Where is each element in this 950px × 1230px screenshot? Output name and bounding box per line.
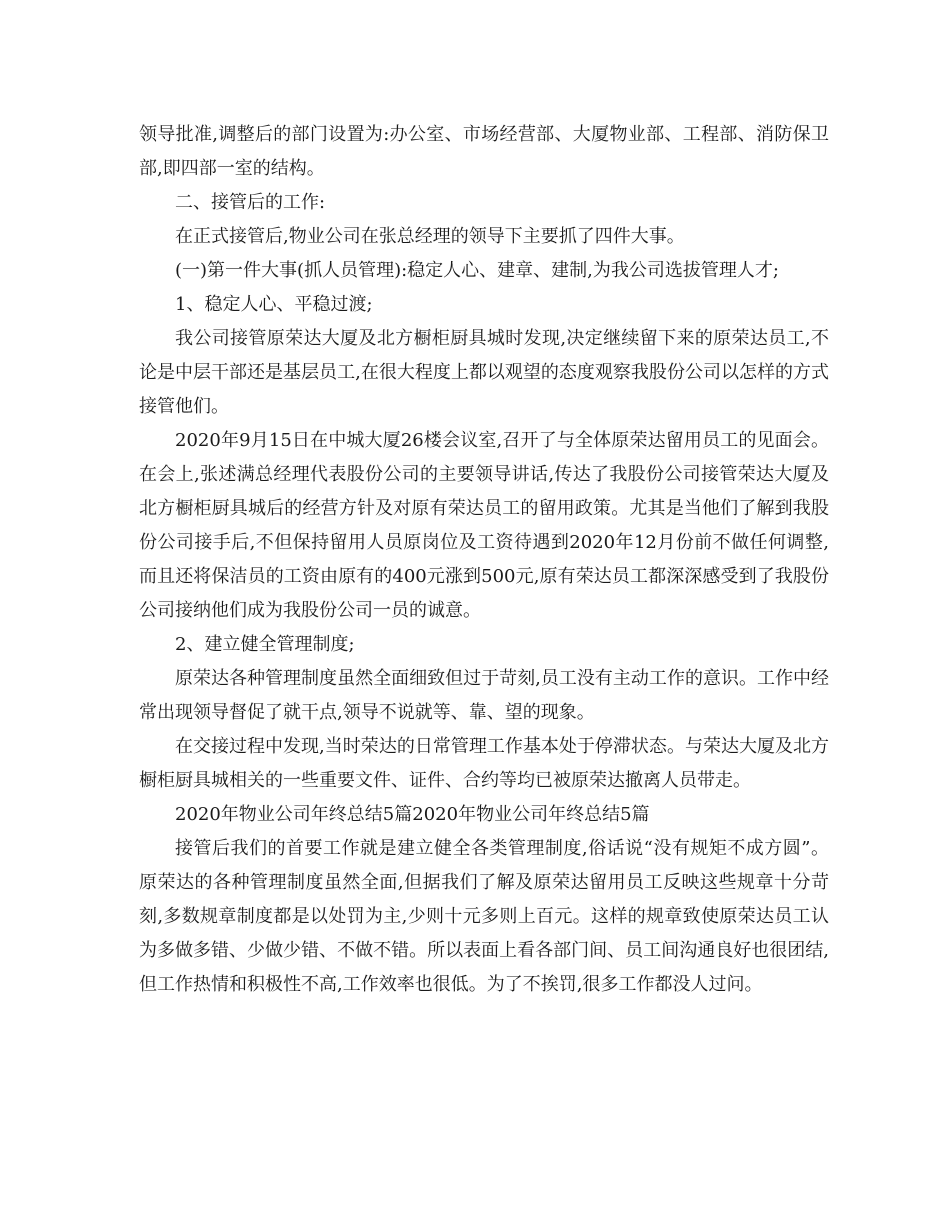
paragraph-repeated-title: 2020年物业公司年终总结5篇2020年物业公司年终总结5篇 bbox=[175, 804, 650, 825]
paragraph-old-rules: 原荣达各种管理制度虽然全面细致但过于苛刻,员工没有主动工作的意识。工作中经常出现领导督促了就干点,领导不说就等、靠、望的现象。 bbox=[139, 668, 829, 723]
paragraph-staff-observation: 我公司接管原荣达大厦及北方橱柜厨具城时发现,决定继续留下来的原荣达员工,不论是中层干部还是基层员工,在很大程度上都以观望的态度观察我股份公司以怎样的方式接管他们。 bbox=[139, 328, 829, 417]
paragraph-meeting: 2020年9月15日在中城大厦26楼会议室,召开了与全体原荣达留用员工的见面会。在会上,张述满总经理代表股份公司的主要领导讲话,传达了我股份公司接管荣达大厦及北方橱柜厨具城后的经营方针及对原有荣达员工的留用政策。尤其是当他们了解到我股份公司接手后,不但保持留用人员原岗位及工资待遇到2020年12月份前不做任何调整,而且还将保洁员的工资由原有的400元涨到500元,原有荣达员工都深深感受到了我股份公司接纳他们成为我股份公司一员的诚意。 bbox=[139, 430, 829, 621]
subheading-stabilize: 1、稳定人心、平稳过渡; bbox=[175, 294, 373, 315]
paragraph-four-tasks-intro: 在正式接管后,物业公司在张总经理的领导下主要抓了四件大事。 bbox=[175, 226, 685, 247]
subheading-management-system: 2、建立健全管理制度; bbox=[175, 634, 355, 655]
subheading-first-task: (一)第一件大事(抓人员管理):稳定人心、建章、建制,为我公司选拔管理人才; bbox=[175, 260, 779, 281]
paragraph-new-rules: 接管后我们的首要工作就是建立健全各类管理制度,俗话说“没有规矩不成方圆”。原荣达的各种管理制度虽然全面,但据我们了解及原荣达留用员工反映这些规章十分苛刻,多数规章制度都是以处罚为主,少则十元多则上百元。这样的规章致使原荣达员工认为多做多错、少做少错、不做不错。所以表面上看各部门间、员工间沟通良好也很团结,但工作热情和积极性不高,工作效率也很低。为了不挨罚,很多工作都没人过问。 bbox=[139, 838, 829, 995]
paragraph-handover: 在交接过程中发现,当时荣达的日常管理工作基本处于停滞状态。与荣达大厦及北方橱柜厨具城相关的一些重要文件、证件、合约等均已被原荣达撤离人员带走。 bbox=[139, 736, 829, 791]
paragraph-department-setup: 领导批准,调整后的部门设置为:办公室、市场经营部、大厦物业部、工程部、消防保卫部,即四部一室的结构。 bbox=[139, 124, 829, 179]
document-body bbox=[139, 118, 829, 1002]
section-heading-post-takeover: 二、接管后的工作: bbox=[175, 192, 326, 213]
